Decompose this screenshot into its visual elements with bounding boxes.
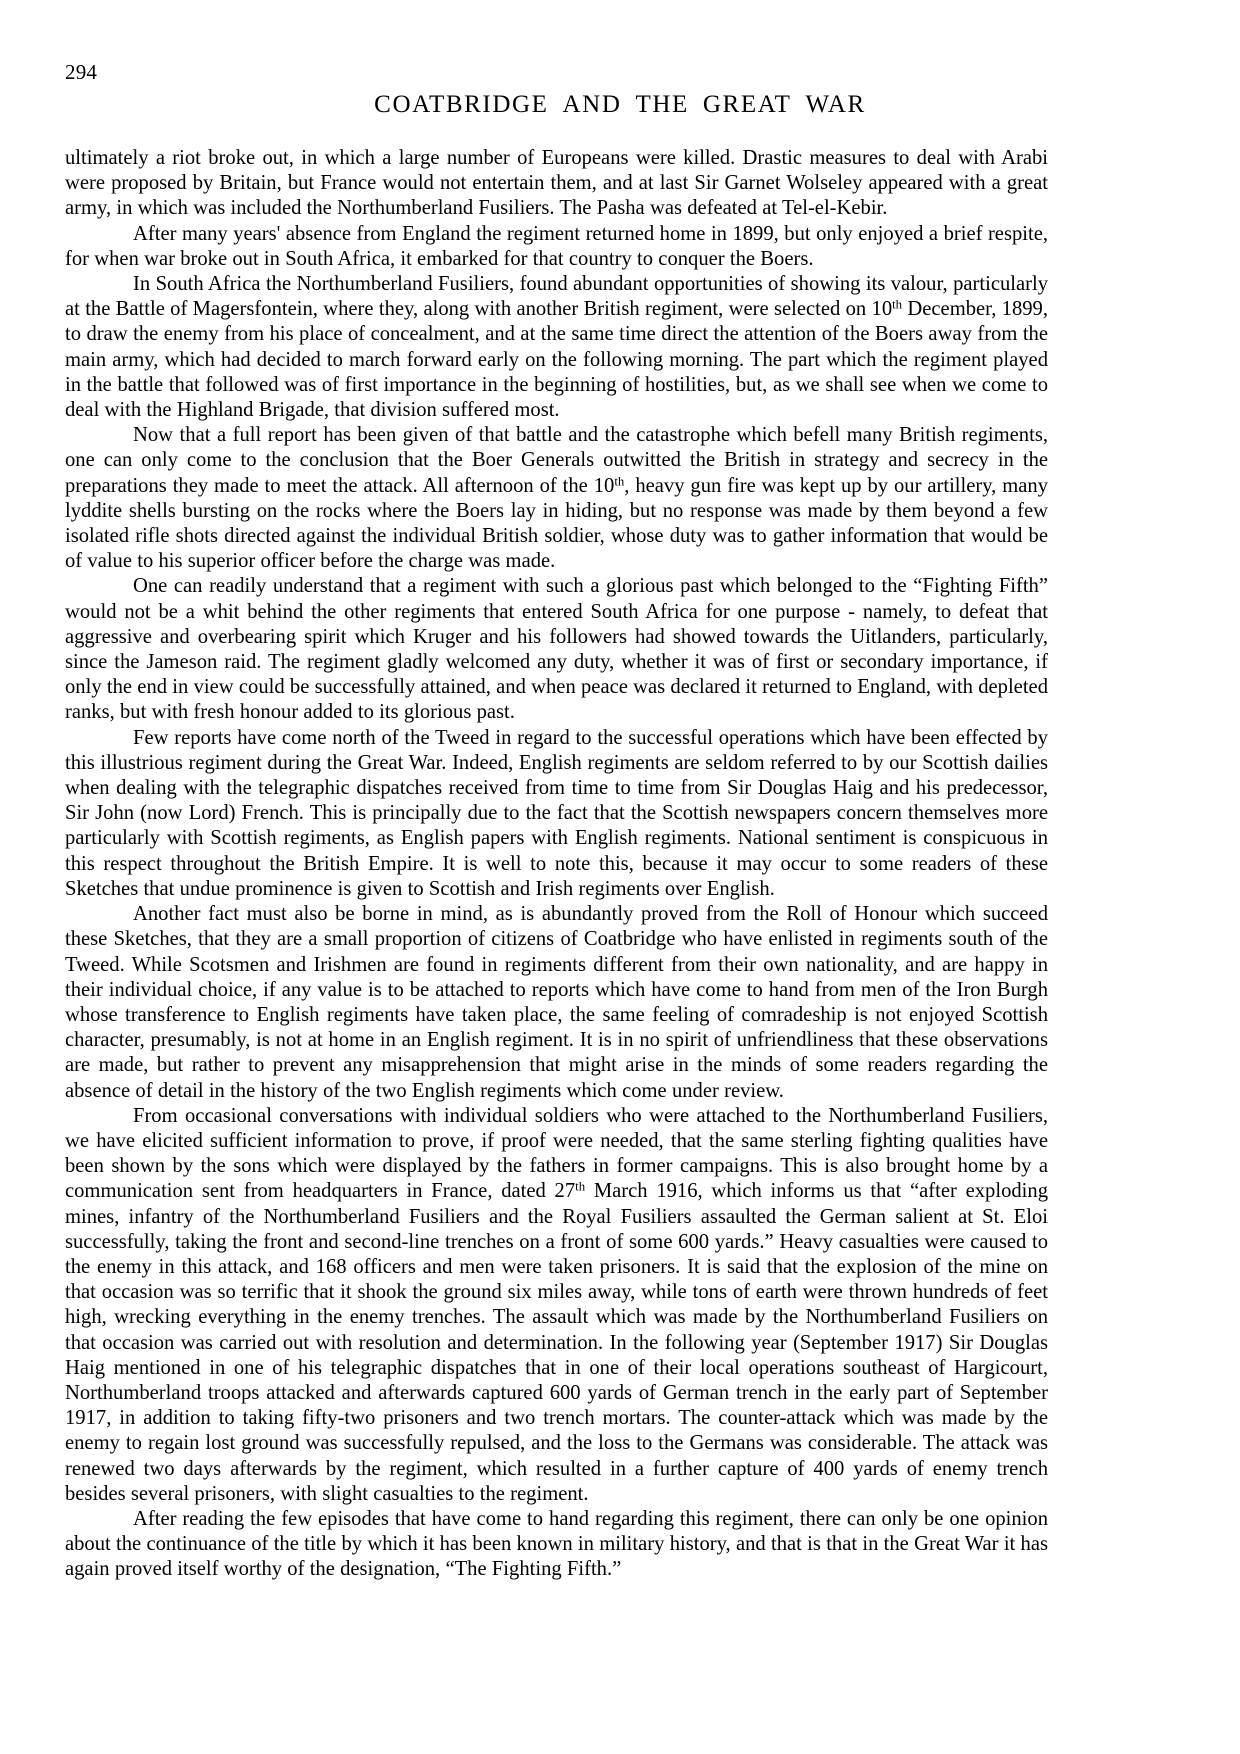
paragraph bbox=[65, 574, 1048, 725]
paragraph-text: Another fact must also be borne in mind, as is abundantly proved from the Roll of Honour which succeed these Sketches, that they are a small proportion of citizens of Coatbridge who have enlisted in regiments south of the Tweed. While Scotsmen and Irishmen are found in regiments different from their own nationality, and are happy in their individual choice, if any value is to be attached to reports which have come to hand from men of the Iron Burgh whose transference to English regiments have taken place, the same feeling of comradeship is not enjoyed Scottish character, presumably, is not at home in an English regiment. It is in no spirit of unfriendliness that these observations are made, but rather to prevent any misapprehension that might arise in the minds of some readers regarding the absence of detail in the history of the two English regiments which come under review. bbox=[65, 903, 1048, 1102]
paragraph bbox=[65, 146, 1048, 222]
paragraph bbox=[65, 272, 1048, 423]
paragraph-text: ultimately a riot broke out, in which a large number of Europeans were killed. Drastic measures to deal with Arabi were proposed by Britain, but France would not entertain them, and at last Sir Garnet Wolseley appeared with a great army, in which was included the Northumberland Fusiliers. The Pasha was defeated at Tel-el-Kebir. bbox=[65, 147, 1048, 220]
ordinal-superscript: th bbox=[892, 297, 903, 312]
running-head-word: WAR bbox=[805, 91, 866, 118]
paragraph bbox=[65, 1507, 1048, 1583]
paragraph bbox=[65, 726, 1048, 902]
running-head-word: GREAT bbox=[702, 91, 792, 118]
paragraph bbox=[65, 423, 1048, 574]
paragraph-text: One can readily understand that a regiment with such a glorious past which belonged to the “Fighting Fifth” would not be a whit behind the other regiments that entered South Africa for one purpose - namely, to defeat that aggressive and overbearing spirit which Kruger and his followers had showed towards the Uitlanders, particularly, since the Jameson raid. The regiment gladly welcomed any duty, whether it was of first or secondary importance, if only the end in view could be successfully attained, and when peace was declared it returned to England, with depleted ranks, but with fresh honour added to its glorious past. bbox=[65, 575, 1048, 724]
paragraph bbox=[65, 222, 1048, 272]
paragraph-text-after: March 1916, which informs us that “after exploding mines, infantry of the Northumberland Fusiliers and the Royal Fusiliers assaulted the German salient at St. Eloi successfully, taking the front and second-line trenches on a front of some 600 yards.” Heavy casualties were caused to the enemy in this attack, and 168 officers and men were taken prisoners. It is said that the explosion of the mine on that occasion was so terrific that it shook the ground six miles away, while tons of earth were thrown hundreds of feet high, wrecking everything in the enemy trenches. The assault which was made by the Northumberland Fusiliers on that occasion was carried out with resolution and determination. In the following year (September 1917) Sir Douglas Haig mentioned in one of his telegraphic dispatches that in one of their local operations southeast of Hargicourt, Northumberland troops attacked and afterwards captured 600 yards of German trench in the early part of September 1917, in addition to taking fifty-two prisoners and two trench mortars. The counter-attack which was made by the enemy to regain lost ground was successfully repulsed, and the loss to the Germans was considerable. The attack was renewed two days afterwards by the regiment, which resulted in a further capture of 400 yards of enemy trench besides several prisoners, with slight casualties to the regiment. bbox=[65, 1180, 1048, 1505]
running-head bbox=[0, 92, 1240, 117]
paragraph-text-after: December, 1899, to draw the enemy from his place of concealment, and at the same time direct the attention of the Boers away from the main army, which had decided to march forward early on the following morning. The part which the regiment played in the battle that followed was of first importance in the beginning of hostilities, but, as we shall see when we come to deal with the Highland Brigade, that division suffered most. bbox=[65, 298, 1049, 422]
paragraph-text: After reading the few episodes that have come to hand regarding this regiment, there can only be one opinion about the continuance of the title by which it has been known in military history, and that is that in the Great War it has again proved itself worthy of the designation, “The Fighting Fifth.” bbox=[65, 1507, 1048, 1581]
paragraph bbox=[65, 902, 1048, 1104]
paragraph-text-before: In South Africa the Northumberland Fusiliers, found abundant opportunities of showing its valour, particularly at the Battle of Magersfontein, where they, along with another British regiment, were selected on 10 bbox=[65, 273, 1048, 321]
running-head-word: THE bbox=[635, 91, 689, 118]
ordinal-superscript: th bbox=[575, 1179, 586, 1194]
paragraph-text-after: , heavy gun fire was kept up by our artillery, many lyddite shells bursting on the rocks where the Boers lay in hiding, but no response was made by them beyond a few isolated rifle shots directed against the individual British soldier, whose duty was to gather information that would be of value to his superior officer before the charge was made. bbox=[65, 474, 1048, 573]
paragraph bbox=[65, 1104, 1048, 1507]
running-head-word: AND bbox=[562, 91, 622, 118]
running-head-word: COATBRIDGE bbox=[374, 91, 549, 118]
paragraph-text: After many years' absence from England the regiment returned home in 1899, but only enjoyed a brief respite, for when war broke out in South Africa, it embarked for that country to conquer the Boers. bbox=[65, 222, 1048, 270]
paragraph-text: Few reports have come north of the Tweed in regard to the successful operations which have been effected by this illustrious regiment during the Great War. Indeed, English regiments are seldom referred to by our Scottish dailies when dealing with the telegraphic dispatches received from time to time from Sir Douglas Haig and his predecessor, Sir John (now Lord) French. This is principally due to the fact that the Scottish newspapers concern themselves more particularly with Scottish regiments, as English papers with English regiments. National sentiment is conspicuous in this respect throughout the British Empire. It is well to note this, because it may occur to some readers of these Sketches that undue prominence is given to Scottish and Irish regiments over English. bbox=[65, 726, 1048, 900]
page-number: 294 bbox=[65, 60, 98, 84]
paragraph-text-before: From occasional conversations with individual soldiers who were attached to the Northumberland Fusiliers, we have elicited sufficient information to prove, if proof were needed, that the same sterling fighting qualities have been shown by the sons which were displayed by the fathers in former campaigns. This is also brought home by a communication sent from headquarters in France, dated 27 bbox=[65, 1104, 1048, 1203]
paragraph-text-before: Now that a full report has been given of that battle and the catastrophe which befell many British regiments, one can only come to the conclusion that the Boer Generals outwitted the British in strategy and secrecy in the preparations they made to meet the attack. All afternoon of the 10 bbox=[65, 424, 1048, 497]
ordinal-superscript: th bbox=[614, 474, 625, 488]
body-text-block bbox=[65, 146, 1048, 1583]
